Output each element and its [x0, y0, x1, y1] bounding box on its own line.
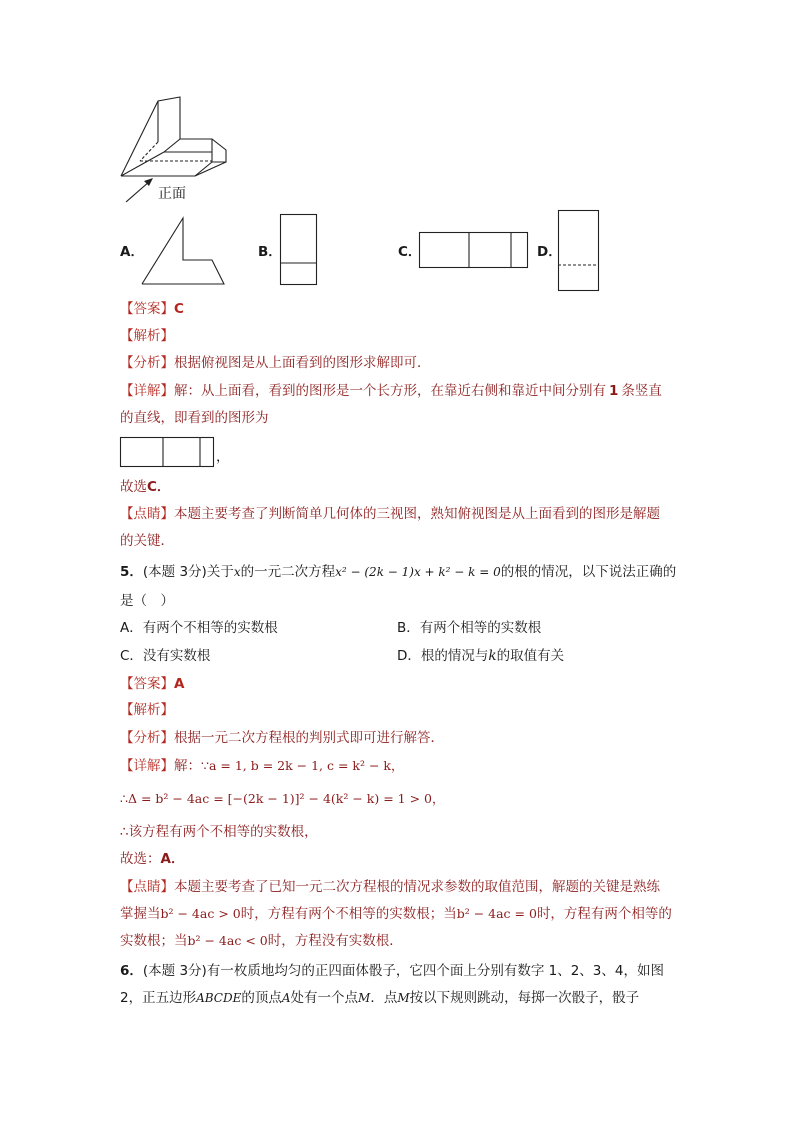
dianjing-text: 时，方程没有实数根． [267, 933, 403, 949]
stem-text: 关于 [206, 564, 234, 580]
fenxi-text: 根据一元二次方程根的判别式即可进行解答． [174, 730, 444, 746]
dianjing-text: 实数根；当 [120, 933, 188, 949]
option-d-figure [558, 210, 600, 292]
question-number: 6． [120, 963, 143, 979]
q5-fenxi [120, 728, 444, 748]
q5-option-a: A．有两个不相等的实数根 [120, 620, 278, 636]
option-a-label: A． [120, 244, 144, 260]
q4-guxuan [120, 477, 170, 497]
q4-fenxi [120, 353, 431, 373]
pentagon-name: ABCDE [196, 991, 242, 1005]
dianjing-text: 时，方程有两个不相等的实数根；当 [240, 906, 457, 922]
fenxi-text: 根据俯视图是从上面看到的图形求解即可． [174, 355, 431, 371]
stem-text: 按以下规则跳动，每掷一次骰子，骰子 [409, 990, 640, 1006]
q5-dianjing [120, 877, 660, 897]
delta-equation: ∴Δ = b² − 4ac = [−(2k − 1)]² − 4(k² − k) = 1 > 0， [120, 791, 445, 806]
guxuan-value: A． [160, 851, 185, 867]
dianjing-text: 本题主要考查了已知一元二次方程根的情况求参数的取值范围，解题的关键是熟练 [174, 879, 660, 895]
option-d-text: 的取值有关 [496, 648, 565, 664]
xiangjie-tag: 【详解】 [120, 758, 174, 774]
xiangjie-text-cont: 条竖直 [621, 383, 662, 399]
front-view-arrow [126, 181, 150, 202]
q5-conclusion: ∴该方程有两个不相等的实数根， [120, 824, 318, 840]
q4-xiangjie [120, 381, 662, 401]
q6-stem-line1 [120, 961, 664, 981]
q5-stem-line1 [120, 562, 676, 582]
answer-value: C [174, 301, 184, 317]
xiangjie-text: 解：从上面看，看到的图形是一个长方形，在靠近右侧和靠近中间分别有 [174, 383, 606, 399]
option-a-figure [142, 216, 226, 286]
guxuan-text: 故选 [120, 479, 147, 495]
q5-stem-line2: 是（ ） [120, 593, 174, 609]
answer-tag: 【答案】 [120, 676, 174, 692]
option-b-figure [280, 214, 318, 286]
question-meta: (本题 3分) [142, 963, 207, 979]
fenxi-tag: 【分析】 [120, 355, 174, 371]
fenxi-tag: 【分析】 [120, 730, 174, 746]
xiangjie-number: 1 [609, 383, 619, 399]
question-number: 5． [120, 564, 143, 580]
var-k: k [488, 648, 497, 664]
option-b-label: B． [258, 244, 282, 260]
q4-dianjing [120, 504, 660, 524]
q4-analysis-tag: 【解析】 [120, 328, 174, 344]
discriminant-positive: b² − 4ac > 0 [160, 906, 241, 921]
q5-analysis-tag: 【解析】 [120, 702, 174, 718]
stem-text: ．点 [370, 990, 398, 1006]
q5-guxuan [120, 849, 184, 869]
stem-text: 的一元二次方程 [240, 564, 336, 580]
stem-text: 2，正五边形 [120, 990, 197, 1006]
point-m: M [397, 991, 410, 1005]
point-m: M [358, 991, 371, 1005]
dianjing-tag: 【点睛】 [120, 879, 174, 895]
stem-text: 有一枚质地均匀的正四面体骰子，它四个面上分别有数字 1、2、3、4，如图 [206, 963, 664, 979]
guxuan-value: C． [147, 479, 171, 495]
stem-text: 处有一个点 [290, 990, 359, 1006]
guxuan-text: 故选： [120, 851, 161, 867]
answer-tag: 【答案】 [120, 301, 174, 317]
option-c-figure [419, 232, 529, 270]
q5-dianjing-line3 [120, 931, 403, 951]
option-d-text: D．根的情况与 [397, 648, 489, 664]
figure-comma: ， [216, 449, 230, 465]
var-x: x [233, 565, 241, 579]
dianjing-text: 掌握当 [120, 906, 161, 922]
q4-dianjing-line2: 的关键． [120, 533, 174, 549]
q5-option-d [397, 646, 564, 666]
q4-answer [120, 299, 184, 319]
discriminant-zero: b² − 4ac = 0 [456, 906, 537, 921]
q5-option-b: B．有两个相等的实数根 [397, 620, 542, 636]
answer-value: A [174, 676, 185, 692]
q5-xiangjie [120, 756, 404, 776]
q5-dianjing-line2 [120, 904, 672, 924]
front-label: 正面 [158, 186, 186, 202]
xiangjie-tag: 【详解】 [120, 383, 174, 399]
dianjing-text: 时，方程有两个相等的 [536, 906, 672, 922]
vertex-a: A [281, 991, 291, 1005]
option-c-label: C． [398, 244, 422, 260]
q5-answer [120, 674, 184, 694]
q6-stem-line2 [120, 988, 639, 1008]
discriminant-negative: b² − 4ac < 0 [187, 933, 268, 948]
question-meta: (本题 3分) [142, 564, 207, 580]
dianjing-text: 本题主要考查了判断简单几何体的三视图，熟知俯视图是从上面看到的图形是解题 [174, 506, 660, 522]
q4-xiangjie-line2: 的直线，即看到的图形为 [120, 410, 269, 426]
dianjing-tag: 【点睛】 [120, 506, 174, 522]
stem-text: 的根的情况，以下说法正确的 [500, 564, 677, 580]
option-d-label: D． [537, 244, 562, 260]
equation: x² − (2k − 1)x + k² − k = 0 [335, 565, 501, 579]
xiangjie-text: 解： [174, 758, 201, 774]
q5-option-c: C．没有实数根 [120, 648, 211, 664]
top-view-figure [120, 437, 216, 469]
stem-text: 的顶点 [241, 990, 282, 1006]
since-equation: ∵a = 1, b = 2k − 1, c = k² − k， [201, 758, 404, 773]
